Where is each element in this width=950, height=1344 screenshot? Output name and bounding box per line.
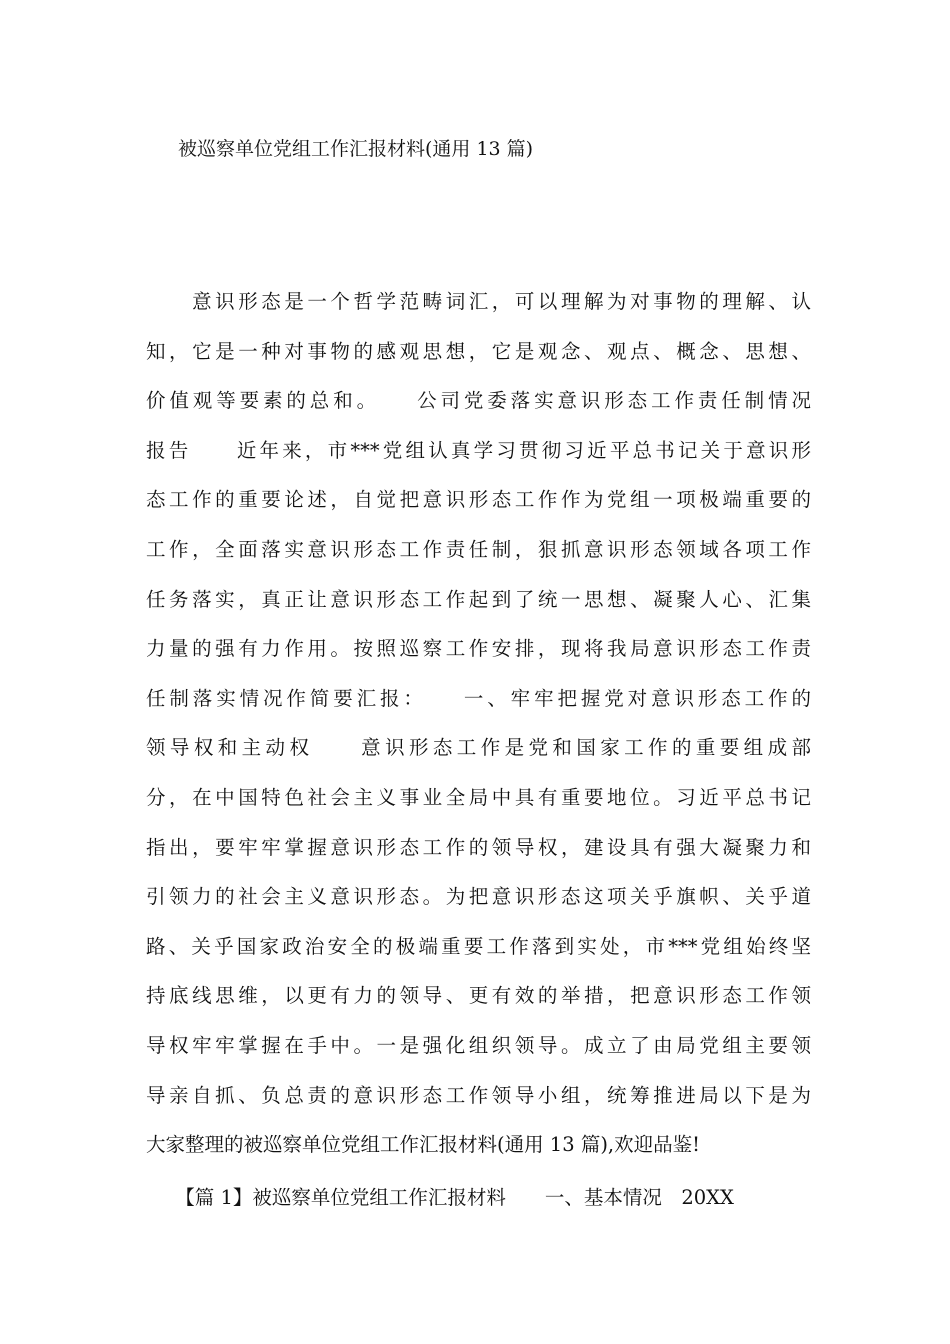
body-line: 任务落实，真正让意识形态工作起到了统一思想、凝聚人心、汇集 — [146, 587, 811, 611]
body-line: 指出，要牢牢掌握意识形态工作的领导权，建设具有强大凝聚力和 — [146, 835, 811, 859]
body-line: 导亲自抓、负总责的意识形态工作领导小组，统筹推进局以下是为 — [146, 1083, 811, 1107]
body-line: 大家整理的被巡察单位党组工作汇报材料(通用 13 篇),欢迎品鉴! — [146, 1133, 700, 1157]
body-line: 领导权和主动权 意识形态工作是党和国家工作的重要组成部 — [146, 736, 811, 760]
body-line: 意识形态是一个哲学范畴词汇，可以理解为对事物的理解、认 — [146, 290, 811, 313]
body-line: 引领力的社会主义意识形态。为把意识形态这项关乎旗帜、关乎道 — [146, 885, 811, 909]
section-heading-line: 【篇 1】被巡察单位党组工作汇报材料 一、基本情况 20XX — [146, 1186, 734, 1209]
body-line: 态工作的重要论述，自觉把意识形态工作作为党组一项极端重要的 — [146, 488, 811, 512]
body-line: 分，在中国特色社会主义事业全局中具有重要地位。习近平总书记 — [146, 785, 811, 809]
body-line: 报告 近年来，市***党组认真学习贯彻习近平总书记关于意识形 — [146, 438, 811, 462]
body-line: 知，它是一种对事物的感观思想，它是观念、观点、概念、思想、 — [146, 339, 811, 363]
body-line: 工作，全面落实意识形态工作责任制，狠抓意识形态领域各项工作 — [146, 537, 811, 561]
body-line: 任制落实情况作简要汇报： 一、牢牢把握党对意识形态工作的 — [146, 686, 811, 710]
body-line: 路、关乎国家政治安全的极端重要工作落到实处，市***党组始终坚 — [146, 934, 811, 958]
body-line: 持底线思维，以更有力的领导、更有效的举措，把意识形态工作领 — [146, 984, 811, 1008]
document-title: 被巡察单位党组工作汇报材料(通用 13 篇) — [178, 138, 534, 160]
body-line: 价值观等要素的总和。 公司党委落实意识形态工作责任制情况 — [146, 389, 811, 413]
body-line: 力量的强有力作用。按照巡察工作安排，现将我局意识形态工作责 — [146, 637, 811, 661]
document-body — [146, 282, 811, 1175]
body-line: 导权牢牢掌握在手中。一是强化组织领导。成立了由局党组主要领 — [146, 1033, 811, 1057]
